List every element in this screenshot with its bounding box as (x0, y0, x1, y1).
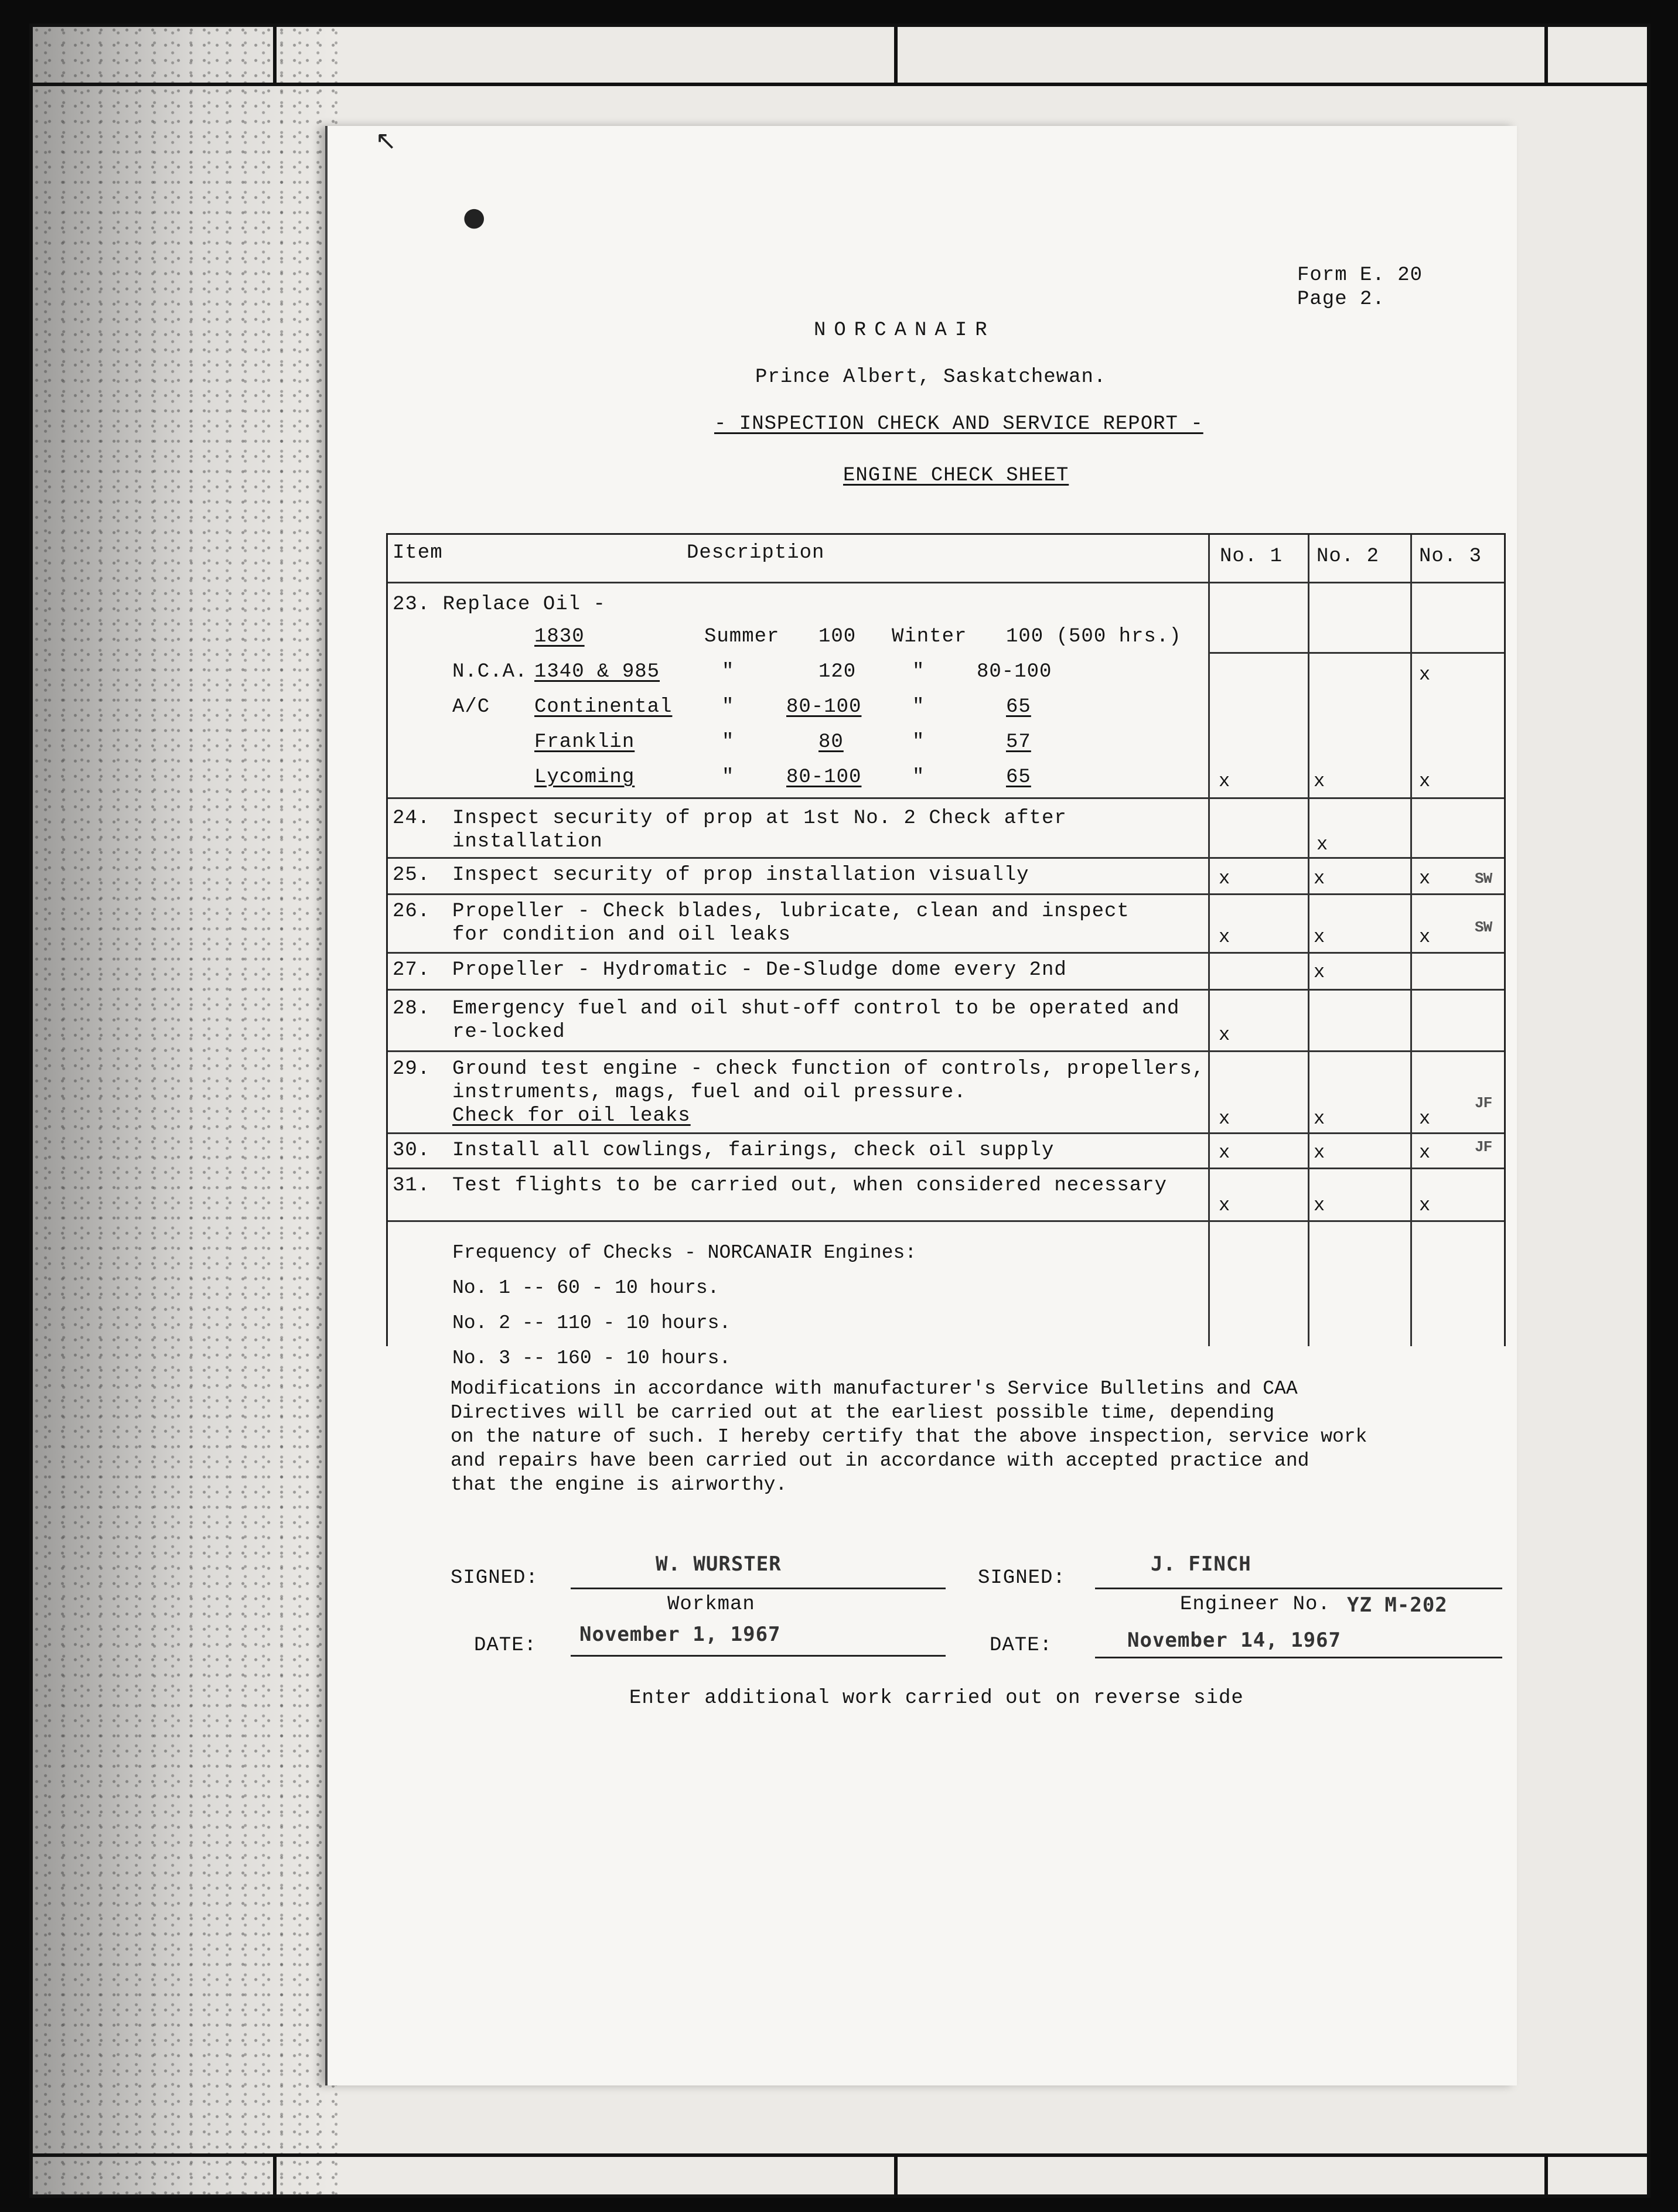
engineer-name: J. FINCH (1151, 1552, 1251, 1576)
column-divider (1208, 535, 1210, 1346)
check-mark-no3: x (1419, 664, 1431, 685)
oil-value: 120 (818, 661, 857, 683)
row-divider (388, 952, 1504, 954)
certification-line: Modifications in accordance with manufacturer's Service Bulletins and CAA (451, 1378, 1298, 1399)
document-page (325, 126, 1517, 2085)
item-description: Propeller - Hydromatic - De-Sludge dome every 2nd (452, 959, 1067, 981)
oil-value: 80 (818, 731, 844, 753)
workman-name: W. WURSTER (656, 1552, 782, 1576)
engineer-date-line (1095, 1657, 1502, 1658)
item-number: 31. (393, 1175, 431, 1197)
initials-tag: SW (1475, 870, 1492, 887)
workman-date-line (571, 1655, 946, 1657)
oil-season: " (912, 766, 925, 788)
company-city: Prince Albert, Saskatchewan. (755, 366, 1107, 388)
item-description: Inspect security of prop at 1st No. 2 Check after (452, 807, 1067, 830)
item-number: 30. (393, 1139, 431, 1162)
oil-value: 57 (1006, 731, 1031, 753)
frame-tick (273, 27, 277, 83)
check-mark-no3: x (1419, 868, 1431, 889)
check-mark-no2: x (1314, 868, 1325, 889)
certification-line: that the engine is airworthy. (451, 1474, 787, 1496)
item-description: Ground test engine - check function of controls, propellers, (452, 1058, 1205, 1080)
oil-value: 80-100 (977, 661, 1052, 683)
item-number: 25. (393, 864, 431, 886)
header-no2: No. 2 (1317, 545, 1380, 568)
item-description: Emergency fuel and oil shut-off control to be operated and (452, 998, 1180, 1020)
check-mark-no1: x (1219, 1194, 1230, 1216)
scan-speckle (33, 27, 337, 2194)
company-name: NORCANAIR (814, 319, 995, 342)
workman-role: Workman (667, 1593, 755, 1616)
frame-tick (1544, 27, 1548, 83)
check-mark-no1: x (1219, 926, 1230, 948)
oil-season: " (912, 661, 925, 683)
row-divider (388, 1050, 1504, 1052)
item-description: Inspect security of prop installation visually (452, 864, 1029, 886)
stray-mark-icon: ↖ (375, 126, 397, 156)
row-divider (388, 893, 1504, 895)
engineer-date-label: DATE: (990, 1634, 1053, 1657)
row-divider (388, 1220, 1504, 1222)
engineer-number: YZ M-202 (1347, 1593, 1448, 1617)
oil-season: " (722, 696, 735, 718)
item-description: Check for oil leaks (452, 1105, 691, 1127)
check-mark-no2: x (1314, 926, 1325, 948)
frame-tick (1544, 2153, 1548, 2194)
engineer-role: Engineer No. (1180, 1593, 1331, 1616)
item-number: 27. (393, 959, 431, 981)
item-description: Install all cowlings, fairings, check oil supply (452, 1139, 1055, 1162)
oil-season: " (912, 696, 925, 718)
item-number: 29. (393, 1058, 431, 1080)
workman-signed-label: SIGNED: (451, 1567, 538, 1589)
oil-engine: Franklin (534, 731, 635, 753)
header-description: Description (687, 542, 825, 564)
certification-line: on the nature of such. I hereby certify that the above inspection, service work (451, 1426, 1367, 1448)
engineer-date: November 14, 1967 (1127, 1629, 1341, 1652)
certification-line: Directives will be carried out at the earliest possible time, depending (451, 1402, 1275, 1424)
frame-tick (273, 2153, 277, 2194)
initials-tag: JF (1475, 1094, 1492, 1112)
workman-signature-line (571, 1588, 946, 1589)
frame-tick (894, 2153, 898, 2194)
item-description: Test flights to be carried out, when considered necessary (452, 1175, 1167, 1197)
check-mark-no3: x (1419, 926, 1431, 948)
check-mark-no2: x (1314, 961, 1325, 983)
check-mark-no1: x (1219, 1142, 1230, 1163)
item-number: 26. (393, 900, 431, 923)
row-divider (388, 1168, 1504, 1169)
check-mark-no1: x (1219, 770, 1230, 792)
oil-value: 100 (818, 626, 857, 648)
row-divider (388, 1132, 1504, 1134)
oil-engine: Lycoming (534, 766, 635, 788)
oil-season: " (722, 766, 735, 788)
header-no1: No. 1 (1220, 545, 1283, 568)
row-divider (388, 989, 1504, 991)
oil-season: " (912, 731, 925, 753)
row-divider (1208, 652, 1504, 654)
oil-value: 100 (500 hrs.) (1006, 626, 1182, 648)
oil-value: 65 (1006, 766, 1031, 788)
oil-engine: Continental (534, 696, 673, 718)
frame-tick (894, 27, 898, 83)
column-divider (1410, 535, 1412, 1346)
item-description: re-locked (452, 1021, 565, 1043)
frequency-row: No. 1 -- 60 - 10 hours. (452, 1277, 719, 1299)
item-description: for condition and oil leaks (452, 924, 791, 946)
check-mark-no3: x (1419, 1142, 1431, 1163)
column-divider (1308, 535, 1309, 1346)
item-description: installation (452, 831, 603, 853)
item-23-title: 23. Replace Oil - (393, 593, 606, 616)
workman-date-label: DATE: (474, 1634, 537, 1657)
engine-check-table (386, 533, 1506, 1369)
oil-season: " (722, 731, 735, 753)
engineer-signature-line (1095, 1588, 1502, 1589)
workman-date: November 1, 1967 (579, 1623, 781, 1646)
stray-mark-icon: ● (463, 202, 486, 232)
oil-value: 80-100 (786, 696, 862, 718)
oil-engine: 1830 (534, 626, 585, 648)
check-mark-no1: x (1219, 1024, 1230, 1046)
row-divider (388, 797, 1504, 799)
check-mark-no3: x (1419, 1108, 1431, 1129)
check-mark-no2: x (1317, 834, 1328, 855)
row-divider (388, 582, 1504, 583)
check-mark-no3: x (1419, 770, 1431, 792)
frame-top-line (33, 83, 1647, 86)
oil-season: Summer (704, 626, 780, 648)
initials-tag: JF (1475, 1138, 1492, 1156)
row-divider (388, 857, 1504, 859)
footer-note: Enter additional work carried out on reverse side (629, 1687, 1244, 1709)
item-description: Propeller - Check blades, lubricate, clean and inspect (452, 900, 1130, 923)
oil-row-label: A/C (452, 696, 490, 718)
oil-season: " (722, 661, 735, 683)
oil-value: 65 (1006, 696, 1031, 718)
report-title: - INSPECTION CHECK AND SERVICE REPORT - (714, 413, 1203, 435)
check-mark-no1: x (1219, 868, 1230, 889)
item-description: instruments, mags, fuel and oil pressure. (452, 1081, 967, 1104)
frequency-title: Frequency of Checks - NORCANAIR Engines: (452, 1242, 917, 1264)
item-number: 24. (393, 807, 431, 830)
sheet-title: ENGINE CHECK SHEET (843, 465, 1069, 487)
header-item: Item (393, 542, 443, 564)
check-mark-no2: x (1314, 1142, 1325, 1163)
oil-season: Winter (892, 626, 967, 648)
page-number: Page 2. (1297, 288, 1385, 310)
frequency-row: No. 2 -- 110 - 10 hours. (452, 1312, 731, 1334)
item-number: 28. (393, 998, 431, 1020)
check-mark-no2: x (1314, 770, 1325, 792)
header-no3: No. 3 (1419, 545, 1482, 568)
oil-value: 80-100 (786, 766, 862, 788)
check-mark-no1: x (1219, 1108, 1230, 1129)
frequency-row: No. 3 -- 160 - 10 hours. (452, 1347, 731, 1369)
oil-engine: 1340 & 985 (534, 661, 660, 683)
initials-tag: SW (1475, 919, 1492, 936)
certification-line: and repairs have been carried out in accordance with accepted practice and (451, 1450, 1309, 1472)
engineer-signed-label: SIGNED: (978, 1567, 1066, 1589)
check-mark-no3: x (1419, 1194, 1431, 1216)
check-mark-no2: x (1314, 1108, 1325, 1129)
check-mark-no2: x (1314, 1194, 1325, 1216)
form-number: Form E. 20 (1297, 264, 1423, 286)
oil-row-label: N.C.A. (452, 661, 528, 683)
